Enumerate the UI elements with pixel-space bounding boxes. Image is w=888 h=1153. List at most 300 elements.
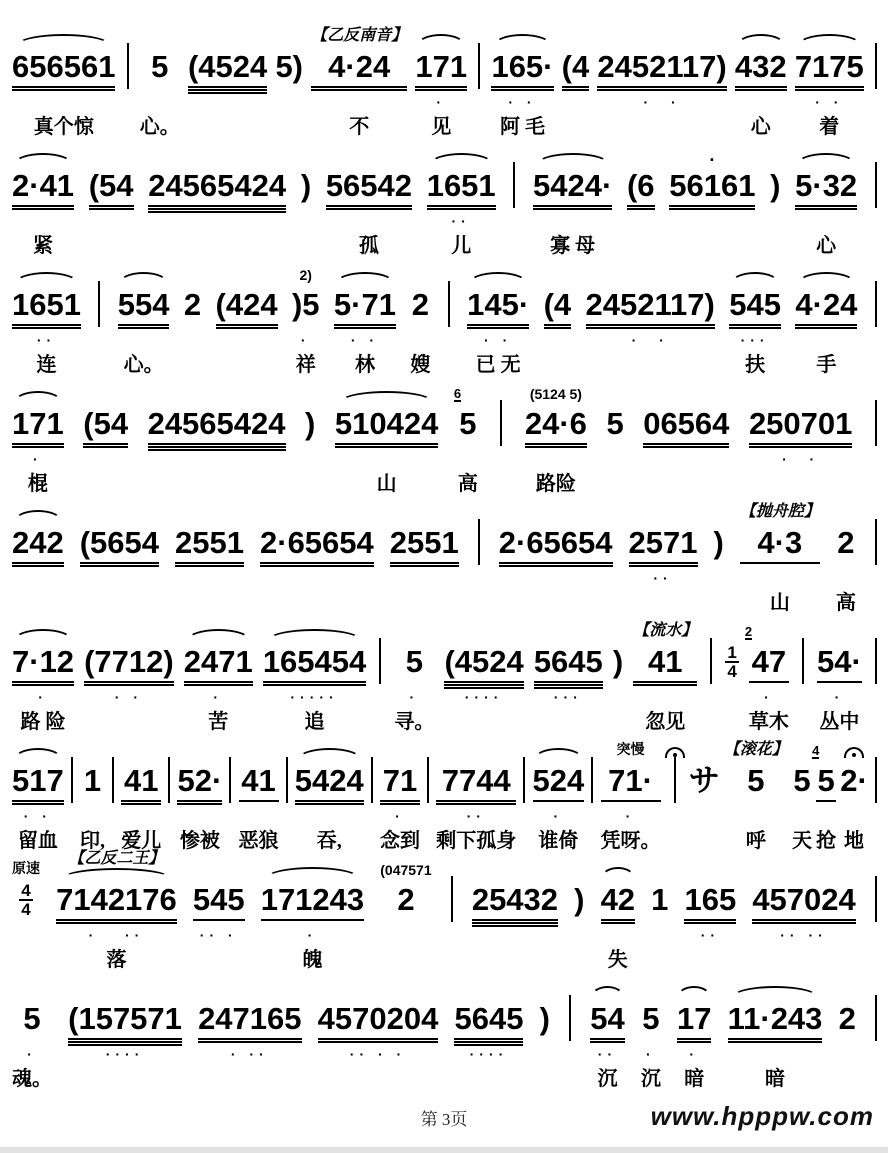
note-group <box>12 12 116 138</box>
note-digits <box>569 997 571 1037</box>
note-group <box>794 12 864 138</box>
slur-arc <box>798 34 861 45</box>
bar-group <box>424 726 432 846</box>
underline <box>627 205 655 207</box>
bar-group <box>124 12 132 132</box>
octave-dots: · · <box>508 94 537 110</box>
note-digits: 7142176 <box>56 882 177 917</box>
beam-underlines <box>140 85 180 97</box>
underline <box>12 803 64 805</box>
beam-underlines <box>148 204 286 216</box>
beam-underlines <box>12 918 40 930</box>
slur-arc <box>14 510 62 521</box>
underline <box>491 86 553 88</box>
ornament-area <box>12 131 74 164</box>
note-digits: 5 <box>606 406 624 441</box>
underline <box>80 562 159 564</box>
ornament-area <box>872 845 880 878</box>
note-digits: 5 <box>151 49 169 84</box>
note-digits: 06564 <box>643 406 730 441</box>
ornament-area <box>453 369 478 402</box>
note-digits <box>875 878 877 918</box>
bar-line <box>875 281 877 327</box>
underline <box>436 803 516 805</box>
octave-dots: · · <box>23 808 52 824</box>
note-digits <box>112 759 114 799</box>
beam-underlines <box>445 323 453 335</box>
underline <box>586 324 715 326</box>
ornament-area <box>472 845 558 878</box>
bar-line <box>168 757 170 803</box>
lyric: 心 <box>816 235 837 257</box>
underline <box>198 1038 301 1040</box>
ornament-area <box>198 964 301 997</box>
beam-underlines <box>458 442 478 454</box>
underline <box>562 89 590 91</box>
underline <box>436 800 516 802</box>
note-group <box>770 131 780 251</box>
note-digits <box>875 164 877 204</box>
beam-underlines <box>792 799 812 811</box>
note-digits: (157571 <box>68 1001 182 1036</box>
beam-underlines <box>301 204 311 216</box>
octave-dots: ·· <box>653 570 673 586</box>
underline <box>12 89 115 91</box>
underline <box>295 800 364 802</box>
octave-dots: · <box>553 808 564 824</box>
note-group <box>262 607 367 733</box>
octave-dots: · <box>764 689 774 705</box>
ornament-area <box>68 726 76 759</box>
bar-line <box>286 757 288 803</box>
bar-group <box>68 726 76 846</box>
octave-dots: · · <box>114 689 144 705</box>
underline <box>586 327 715 329</box>
ornament-area <box>80 488 159 521</box>
scan-edge <box>0 1147 888 1153</box>
beam-underlines <box>520 799 528 811</box>
beam-underlines <box>109 799 117 811</box>
underline <box>193 919 245 921</box>
octave-dots: ··· <box>553 689 583 705</box>
lyric: 追 <box>304 711 325 733</box>
beam-underlines <box>872 799 880 811</box>
beam-underlines <box>448 918 456 930</box>
underline <box>184 681 253 683</box>
note-group <box>301 131 311 251</box>
lyric: 剩下孤身 <box>436 830 517 852</box>
underline <box>629 562 698 564</box>
note-group <box>752 845 855 965</box>
ornament-area <box>665 726 685 759</box>
beam-underlines <box>643 442 729 454</box>
note-group <box>669 131 755 251</box>
ornament-area <box>872 726 880 759</box>
note-digits: 5424 <box>294 763 364 798</box>
note-group <box>574 845 584 965</box>
note-group <box>121 726 162 852</box>
octave-dots: · · <box>631 332 669 348</box>
note-group <box>651 845 668 965</box>
underline <box>491 89 553 91</box>
lyric: 山 <box>769 592 790 614</box>
underline <box>188 92 267 94</box>
bar-group <box>566 964 574 1084</box>
beam-underlines <box>472 918 558 930</box>
note-digits: )5 <box>291 287 320 322</box>
ornament-area <box>840 726 868 759</box>
ornament-area <box>260 488 374 521</box>
underline <box>467 324 529 326</box>
bar-line <box>802 638 804 684</box>
ornament-area <box>311 12 407 45</box>
note-group <box>12 964 52 1090</box>
beam-underlines <box>735 85 787 97</box>
underline <box>177 803 222 805</box>
ornament-area <box>629 488 698 521</box>
slur-arc <box>266 867 359 878</box>
octave-dots: · <box>625 808 636 824</box>
note-group <box>491 12 554 138</box>
underline <box>175 565 244 567</box>
lyric: 失 <box>607 949 628 971</box>
beam-underlines <box>335 442 438 454</box>
underline <box>817 681 862 683</box>
bar-group <box>872 488 880 608</box>
note-group <box>600 726 661 852</box>
ornament-area <box>497 369 505 402</box>
bar-group <box>707 607 715 727</box>
note-digits: 41 <box>241 763 276 798</box>
underline <box>380 803 420 805</box>
note-digits: 2 <box>183 287 202 322</box>
slur-arc <box>14 748 62 759</box>
ornament-area <box>669 131 755 170</box>
beam-underlines <box>795 204 857 216</box>
ornament-area <box>510 131 518 164</box>
underline <box>472 925 558 927</box>
note-digits: (4 <box>543 287 572 322</box>
underline <box>335 443 438 445</box>
score-line <box>10 607 882 733</box>
beam-underlines <box>816 799 836 811</box>
note-digits: 5·71 <box>333 287 396 322</box>
lyric: 沉 <box>640 1068 661 1090</box>
lyric: 儿 <box>451 235 472 257</box>
octave-dots: · · <box>350 332 380 348</box>
lyric: 留血 <box>17 830 58 852</box>
underline <box>749 446 852 448</box>
beam-underlines <box>665 799 685 811</box>
ornament-area <box>12 369 64 402</box>
ornament-area <box>533 131 612 164</box>
bar-group <box>475 488 483 608</box>
beam-underlines <box>588 799 596 811</box>
octave-dots: · ·· <box>88 927 145 943</box>
octave-dots: ·· <box>466 808 486 824</box>
underline <box>318 1041 439 1043</box>
bar-group <box>109 726 117 846</box>
lyric: 天 <box>792 830 813 852</box>
beam-underlines <box>80 799 105 811</box>
note-digits <box>513 164 515 204</box>
note-group <box>562 12 590 132</box>
beam-underlines <box>260 561 374 573</box>
slur-arc <box>537 153 609 164</box>
slur-arc <box>494 34 551 45</box>
ornament-area <box>148 131 286 164</box>
annotation-text: (047571 <box>380 862 432 878</box>
beam-underlines <box>525 442 587 454</box>
note-digits: (5654 <box>79 525 160 560</box>
octave-dots: ···· <box>105 1046 145 1062</box>
note-digits: 165454 <box>262 644 367 679</box>
lyric: 暗 <box>765 1068 785 1090</box>
note-digits <box>427 759 429 799</box>
beam-underlines <box>728 1037 823 1049</box>
ornament-area <box>118 250 170 283</box>
bar-line <box>98 281 100 327</box>
beam-underlines <box>725 680 738 692</box>
beam-underlines <box>533 204 612 216</box>
lyric: 孤 <box>358 235 379 257</box>
slur-arc <box>14 153 71 164</box>
underline <box>216 324 278 326</box>
note-group <box>294 726 364 852</box>
bar-line <box>591 757 593 803</box>
note-digits: 24565424 <box>148 168 287 203</box>
underline <box>118 324 170 326</box>
ornament-area <box>12 607 74 640</box>
ornament-area <box>872 12 880 45</box>
beam-underlines <box>627 204 655 216</box>
lyric: 印, <box>79 830 105 852</box>
note-digits: 41 <box>648 644 683 679</box>
note-digits: 1 <box>83 763 102 798</box>
note-digits: (424 <box>215 287 278 322</box>
ornament-area <box>12 845 40 878</box>
underline <box>390 565 459 567</box>
ornament-area <box>380 845 431 878</box>
note-digits: 171 <box>415 49 468 84</box>
note-group <box>12 369 64 495</box>
annotation-text: 2) <box>299 267 312 283</box>
note-digits: 2·65654 <box>260 525 374 560</box>
note-group <box>291 250 320 376</box>
note-digits: 517 <box>12 763 64 798</box>
underline <box>80 565 159 567</box>
note-digits: 250701 <box>748 406 853 441</box>
underline <box>295 803 364 805</box>
underline <box>544 327 572 329</box>
note-group <box>68 964 182 1084</box>
ornament-area <box>427 131 496 164</box>
annotation-text: 原速 <box>12 860 40 876</box>
note-digits: 545 <box>192 882 245 917</box>
beam-underlines <box>165 799 173 811</box>
ornament-area <box>89 131 134 164</box>
ornament-area <box>295 726 364 759</box>
beam-underlines <box>410 323 430 335</box>
note-digits: 25432 <box>471 882 559 917</box>
slur-arc <box>63 868 171 878</box>
octave-dots: · <box>395 808 405 824</box>
ornament-area <box>184 250 201 283</box>
lyric: 心。 <box>139 116 180 138</box>
note-group <box>188 12 267 132</box>
note-digits <box>710 640 712 680</box>
ornament-area <box>410 250 430 283</box>
beam-underlines <box>566 1037 574 1049</box>
page-number: 第 3页 <box>420 1110 468 1129</box>
underline <box>12 208 74 210</box>
note-group <box>454 964 523 1084</box>
note-digits: 5 <box>642 1001 660 1036</box>
note-digits: 4·24 <box>795 287 858 322</box>
underline <box>795 327 857 329</box>
octave-dots: · · <box>643 94 681 110</box>
lyric: 扶 <box>745 354 766 376</box>
lyric: 着 <box>819 116 840 138</box>
beam-underlines <box>326 204 412 216</box>
underline <box>729 324 781 326</box>
beam-underlines <box>12 85 115 97</box>
underline <box>534 684 603 686</box>
beam-underlines <box>714 561 724 573</box>
ornament-area <box>301 131 311 164</box>
slur-arc <box>797 153 854 164</box>
note-digits: (4 <box>561 49 590 84</box>
bar-group <box>872 964 880 1084</box>
beam-underlines <box>184 323 201 335</box>
beam-underlines <box>606 442 623 454</box>
beam-underlines <box>613 680 623 692</box>
underline <box>12 565 64 567</box>
bar-line <box>127 43 129 89</box>
note-group <box>12 250 81 376</box>
note-group <box>390 488 459 608</box>
underline <box>740 562 820 564</box>
beam-underlines <box>475 561 483 573</box>
beam-underlines <box>872 442 880 454</box>
underline <box>311 89 407 91</box>
ornament-area <box>193 845 245 878</box>
underline <box>56 919 177 921</box>
beam-underlines <box>12 204 74 216</box>
fermata-icon <box>844 747 864 758</box>
ornament-area <box>12 726 64 759</box>
ornament-area <box>380 726 420 759</box>
underline <box>597 89 726 91</box>
octave-dots: · · <box>484 332 513 348</box>
underline <box>728 1038 823 1040</box>
bar-line <box>229 757 231 803</box>
underline <box>335 446 438 448</box>
ornament-area <box>872 250 880 283</box>
grace-note: 4 <box>812 743 820 758</box>
score-line <box>10 12 882 138</box>
note-group <box>275 12 303 132</box>
lyric: 吞, <box>316 830 342 852</box>
note-digits: ) <box>574 882 585 917</box>
note-group <box>436 726 517 852</box>
beam-underlines <box>239 799 279 811</box>
note-digits: 5424· <box>533 168 613 203</box>
note-digits <box>875 521 877 561</box>
ornament-area <box>562 12 590 45</box>
note-digits: ) <box>713 525 724 560</box>
note-group <box>586 250 715 370</box>
note-digits: 54· <box>817 644 862 679</box>
section-label: 【流水】 <box>633 622 698 639</box>
note-digits: 242 <box>12 525 64 560</box>
underline <box>597 86 726 88</box>
lyric: 已 无 <box>475 354 521 376</box>
time-sig-numerator: 4 <box>21 881 31 900</box>
underline <box>752 919 855 921</box>
note-digits: 432 <box>734 49 787 84</box>
note-digits: ) <box>305 406 316 441</box>
ornament-area <box>588 726 596 759</box>
slur-arc <box>15 272 78 283</box>
ornament-area <box>140 12 180 45</box>
underline <box>735 86 787 88</box>
note-group <box>260 845 365 971</box>
beam-underlines <box>380 918 431 930</box>
underline <box>816 800 836 802</box>
underline <box>148 443 286 445</box>
lyric: 阿 毛 <box>499 116 545 138</box>
beam-underlines <box>669 204 755 216</box>
note-group <box>426 131 496 257</box>
ornament-area <box>12 250 81 283</box>
underline <box>148 211 286 213</box>
slur-arc <box>298 748 361 759</box>
note-digits: 5 <box>747 763 765 798</box>
octave-dots: ····· <box>290 689 339 705</box>
note-digits <box>875 45 877 85</box>
ornament-area <box>590 964 624 997</box>
ornament-area <box>334 250 396 283</box>
note-digits: ) <box>300 168 312 203</box>
ornament-area <box>12 488 64 521</box>
note-digits: 4570204 <box>317 1001 439 1036</box>
ornament-area <box>318 964 439 997</box>
score-line <box>10 726 882 852</box>
underline <box>12 205 74 207</box>
note-digits <box>591 759 593 799</box>
lyric: 念到 <box>380 830 421 852</box>
note-group <box>629 488 698 608</box>
note-group <box>643 369 729 489</box>
note-group <box>380 845 431 965</box>
underline <box>89 208 134 210</box>
lyric: 心 <box>750 116 771 138</box>
ornament-area <box>795 131 857 164</box>
note-digits: 524 <box>532 763 585 798</box>
note-group <box>613 607 623 727</box>
note-group <box>80 488 159 608</box>
slur-arc <box>187 629 250 640</box>
score-line <box>10 131 882 257</box>
note-digits: 1651 <box>12 287 81 322</box>
ornament-area <box>56 845 177 878</box>
slur-arc <box>601 867 635 878</box>
ornament-area <box>714 488 724 521</box>
note-digits: 7744 <box>441 763 511 798</box>
note-group <box>453 369 478 495</box>
beam-underlines <box>724 799 788 811</box>
